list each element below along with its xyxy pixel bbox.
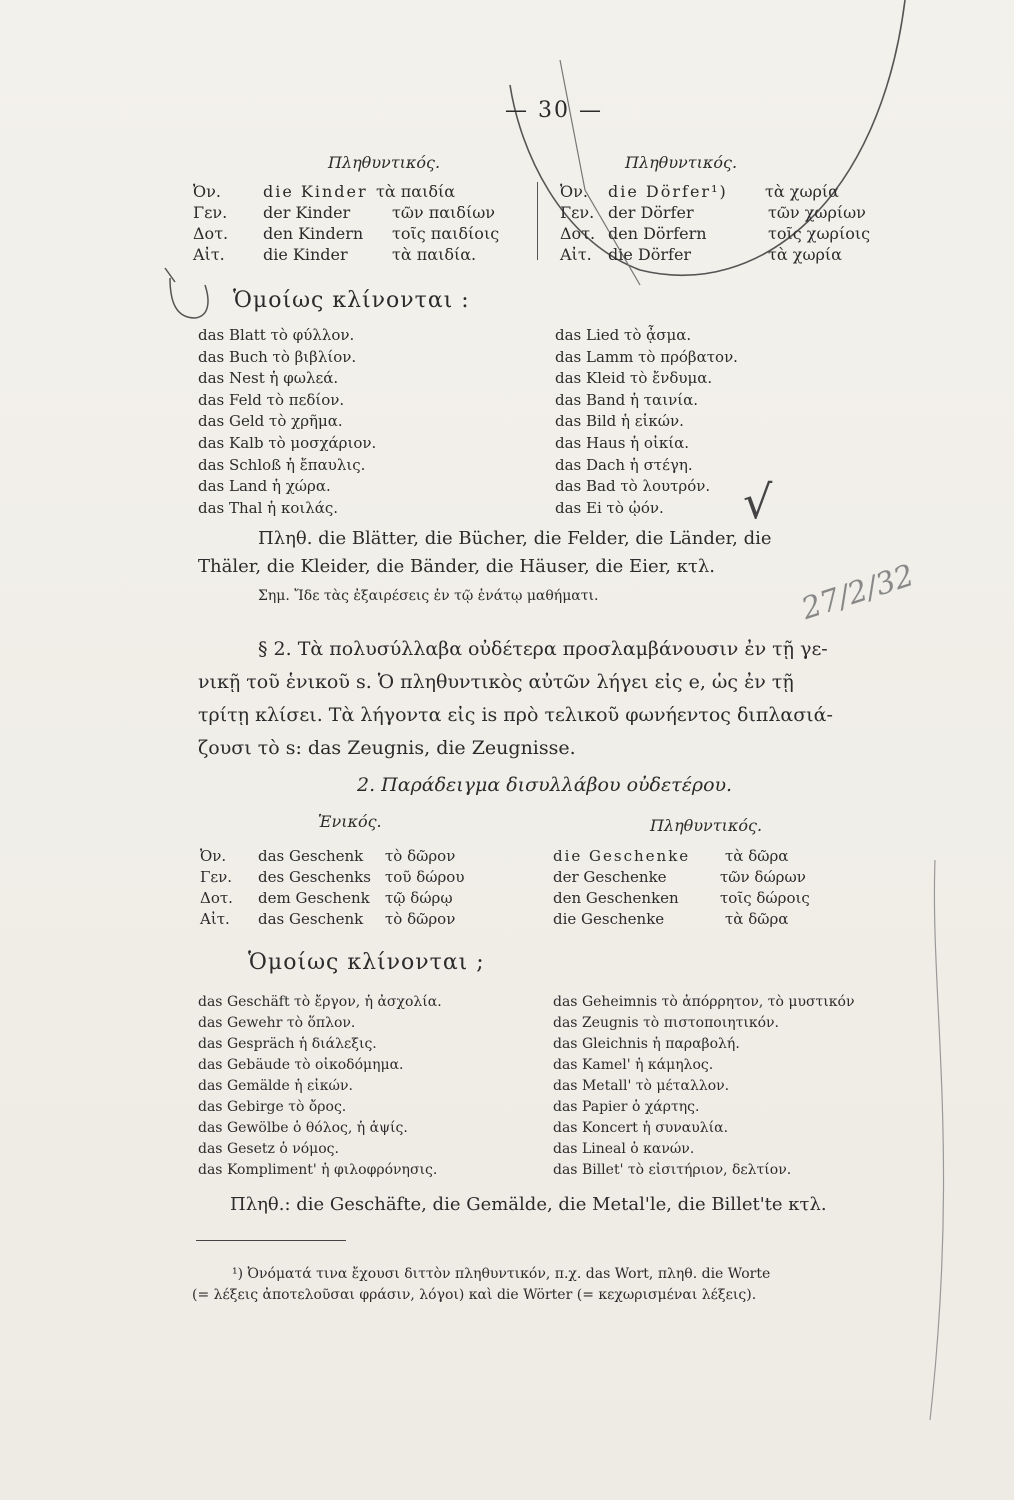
greek-form: τὰ παιδία xyxy=(376,182,456,201)
case-label: Αἰτ. xyxy=(560,245,592,264)
list-item: das Gesetz ὁ νόμος. xyxy=(198,1141,339,1157)
german-form: den Geschenken xyxy=(553,889,679,907)
german-form: der Dörfer xyxy=(608,203,694,222)
greek-form: τὰ δῶρα xyxy=(725,910,789,928)
table2-left-header: Ἑνικός. xyxy=(318,812,382,831)
list-item: das Zeugnis τὸ πιστοποιητικόν. xyxy=(553,1015,779,1031)
list-item: das Bild ἡ εἰκών. xyxy=(555,412,684,431)
list-item: das Buch τὸ βιβλίον. xyxy=(198,347,357,366)
word-list-1-right xyxy=(555,325,738,519)
list-item: das Metall' τὸ μέταλλον. xyxy=(553,1078,730,1094)
list-item: das Haus ἡ οἰκία. xyxy=(555,433,689,452)
list-item: das Nest ἡ φωλεά. xyxy=(198,369,339,388)
case-label: Γεν. xyxy=(560,203,595,222)
german-form: dem Geschenk xyxy=(258,889,370,907)
case-label: Ὀν. xyxy=(193,182,221,201)
list-item: das Thal ἡ κοιλάς. xyxy=(198,498,339,517)
list-item: das Lamm τὸ πρόβατον. xyxy=(555,347,738,366)
list-item: das Gewölbe ὁ θόλος, ἡ ἁψίς. xyxy=(198,1120,408,1136)
column-divider xyxy=(537,182,538,260)
greek-form: τὰ παιδία. xyxy=(392,245,477,264)
list-item: das Geheimnis τὸ ἀπόρρητον, τὸ μυστικόν xyxy=(553,994,855,1010)
plural-line-1: Πληθ. die Blätter, die Bücher, die Felder, die Länder, die xyxy=(258,528,772,549)
german-form: das Geschenk xyxy=(258,910,364,928)
list-item: das Bad τὸ λουτρόν. xyxy=(555,477,711,496)
table1-left-header: Πληθυντικός. xyxy=(328,153,441,172)
word-list-1-left xyxy=(198,325,376,519)
list-item: das Geschäft τὸ ἔργον, ἡ ἀσχολία. xyxy=(198,994,442,1010)
table1-right-header: Πληθυντικός. xyxy=(625,153,738,172)
german-form: die Kinder xyxy=(263,182,368,201)
case-label: Αἰτ. xyxy=(200,910,230,928)
greek-form: τῶν χωρίων xyxy=(768,203,866,222)
greek-form: τὸ δῶρον xyxy=(385,847,456,865)
list-item: das Koncert ἡ συναυλία. xyxy=(553,1120,729,1136)
german-form: der Kinder xyxy=(263,203,351,222)
list-item: das Lied τὸ ᾆσμα. xyxy=(555,326,692,344)
german-form: den Kindern xyxy=(263,224,364,243)
case-label: Ὀν. xyxy=(560,182,588,201)
german-form: die Dörfer¹) xyxy=(608,182,728,201)
greek-form: τῶν δώρων xyxy=(720,868,806,886)
list-item: das Lineal ὁ κανών. xyxy=(553,1141,695,1157)
footnote-line: (= λέξεις ἀποτελοῦσαι φράσιν, λόγοι) καὶ die Wörter (= κεχωρισμέναι λέξεις). xyxy=(192,1287,757,1303)
list-item: das Geld τὸ χρῆμα. xyxy=(198,412,343,431)
declension-heading-2: Ὁμοίως κλίνονται ; xyxy=(248,950,485,975)
greek-form: τῶν παιδίων xyxy=(392,203,495,222)
footnote-rule xyxy=(196,1240,346,1241)
list-item: das Papier ὁ χάρτης. xyxy=(553,1099,700,1115)
note-line: Σημ. Ἴδε τὰς ἐξαιρέσεις ἐν τῷ ἑνάτῳ μαθήματι. xyxy=(258,588,599,604)
case-label: Γεν. xyxy=(200,868,233,886)
list-item: das Blatt τὸ φύλλον. xyxy=(198,326,355,344)
case-label: Δοτ. xyxy=(193,224,229,243)
greek-form: τοῖς παιδίοις xyxy=(392,224,500,243)
list-item: das Gespräch ἡ διάλεξις. xyxy=(198,1036,377,1052)
case-label: Αἰτ. xyxy=(193,245,225,264)
plural-line-3: Πληθ.: die Geschäfte, die Gemälde, die Metal'le, die Billet'te κτλ. xyxy=(230,1194,827,1215)
paragraph-line: νικῇ τοῦ ἑνικοῦ s. Ὁ πληθυντικὸς αὐτῶν λήγει εἰς e, ὡς ἐν τῇ xyxy=(198,671,794,693)
greek-form: τοῖς δώροις xyxy=(720,889,810,907)
german-form: die Kinder xyxy=(263,245,348,264)
greek-form: τὸ δῶρον xyxy=(385,910,456,928)
paragraph-line: τρίτῃ κλίσει. Τὰ λήγοντα εἰς is πρὸ τελικοῦ φωνήεντος διπλασιά- xyxy=(198,704,833,726)
footnote-line: ¹) Ὀνόματά τινα ἔχουσι διττὸν πληθυντικόν, π.χ. das Wort, πληθ. die Worte xyxy=(232,1266,771,1282)
paragraph-line: § 2. Τὰ πολυσύλλαβα οὐδέτερα προσλαμβάνουσιν ἐν τῇ γε- xyxy=(258,638,828,660)
list-item: das Gebäude τὸ οἰκοδόμημα. xyxy=(198,1057,404,1073)
greek-form: τὰ χωρία xyxy=(765,182,839,201)
german-form: des Geschenks xyxy=(258,868,371,886)
list-item: das Band ἡ ταινία. xyxy=(555,390,698,409)
german-form: den Dörfern xyxy=(608,224,707,243)
list-item: das Land ἡ χώρα. xyxy=(198,477,331,496)
case-label: Δοτ. xyxy=(200,889,233,907)
declension-heading-1: Ὁμοίως κλίνονται : xyxy=(233,288,470,313)
word-list-2-right xyxy=(553,992,854,1181)
list-item: das Kompliment' ἡ φιλοφρόνησις. xyxy=(198,1162,438,1178)
paragraph-line: ζουσι τὸ s: das Zeugnis, die Zeugnisse. xyxy=(198,737,576,759)
list-item: das Gewehr τὸ ὅπλον. xyxy=(198,1015,356,1031)
list-item: das Ei τὸ ᾠόν. xyxy=(555,498,664,517)
margin-date: 27/2/32 xyxy=(797,557,919,628)
check-mark-icon: √ xyxy=(743,475,773,529)
german-form: der Geschenke xyxy=(553,868,667,886)
word-list-2-left xyxy=(198,992,442,1181)
table2-right-header: Πληθυντικός. xyxy=(650,816,763,835)
case-label: Γεν. xyxy=(193,203,228,222)
greek-form: τὰ χωρία xyxy=(768,245,842,264)
greek-form: τὰ δῶρα xyxy=(725,847,789,865)
greek-form: τοῖς χωρίοις xyxy=(768,224,871,243)
list-item: das Kleid τὸ ἔνδυμα. xyxy=(555,369,713,388)
list-item: das Kalb τὸ μοσχάριον. xyxy=(198,433,377,452)
german-form: die Geschenke xyxy=(553,847,691,865)
page-number: — 30 — xyxy=(505,98,603,123)
list-item: das Dach ἡ στέγη. xyxy=(555,455,693,474)
case-label: Δοτ. xyxy=(560,224,596,243)
greek-form: τῷ δώρῳ xyxy=(385,889,453,907)
greek-form: τοῦ δώρου xyxy=(385,868,465,886)
list-item: das Gemälde ἡ εἰκών. xyxy=(198,1078,353,1094)
list-item: das Billet' τὸ εἰσιτήριον, δελτίον. xyxy=(553,1162,792,1178)
list-item: das Feld τὸ πεδίον. xyxy=(198,390,345,409)
german-form: die Geschenke xyxy=(553,910,665,928)
list-item: das Kamel' ἡ κάμηλος. xyxy=(553,1057,714,1073)
list-item: das Gebirge τὸ ὄρος. xyxy=(198,1099,347,1115)
plural-line-2: Thäler, die Kleider, die Bänder, die Häuser, die Eier, κτλ. xyxy=(198,556,716,577)
list-item: das Schloß ἡ ἔπαυλις. xyxy=(198,455,366,474)
german-form: das Geschenk xyxy=(258,847,364,865)
list-item: das Gleichnis ἡ παραβολή. xyxy=(553,1036,740,1052)
german-form: die Dörfer xyxy=(608,245,692,264)
section-title: 2. Παράδειγμα δισυλλάβου οὐδετέρου. xyxy=(357,774,733,796)
case-label: Ὀν. xyxy=(200,847,227,865)
